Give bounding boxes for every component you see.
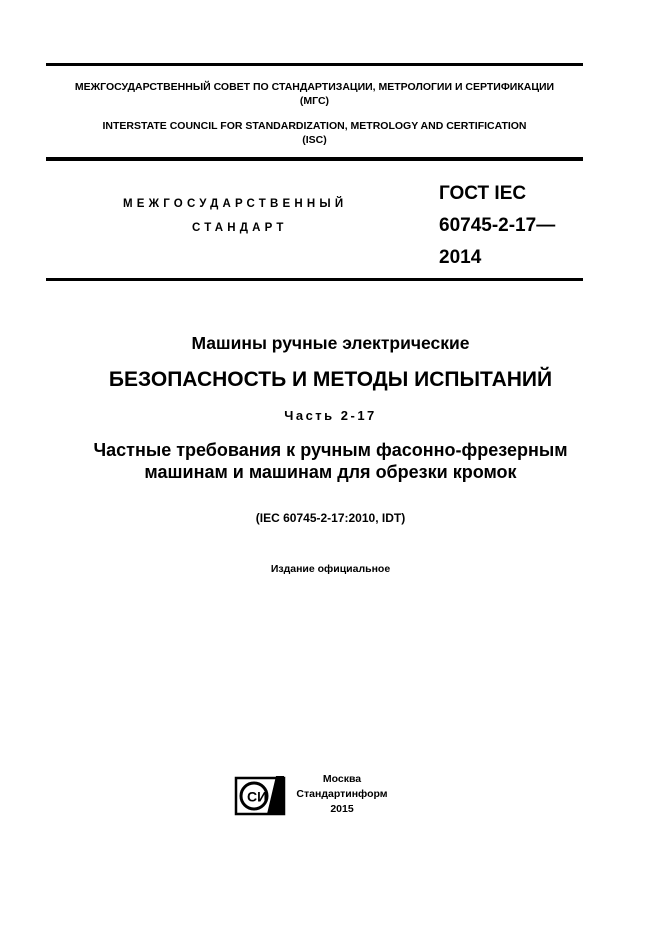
top-rule — [46, 63, 583, 66]
imprint-publisher: Стандартинформ — [296, 788, 388, 800]
standard-type-line2: СТАНДАРТ — [192, 222, 288, 234]
title-edition: Издание официальное — [270, 563, 391, 575]
title-sub-line2: машинам и машинам для обрезки кромок — [144, 462, 517, 482]
standartinform-logo — [234, 775, 286, 817]
title-part: Часть 2-17 — [284, 408, 377, 423]
imprint-city: Москва — [322, 773, 362, 785]
council-ru-line1: МЕЖГОСУДАРСТВЕННЫЙ СОВЕТ ПО СТАНДАРТИЗАЦИИ, МЕТРОЛОГИИ И СЕРТИФИКАЦИИ — [74, 81, 555, 93]
title-sub-line1: Частные требования к ручным фасонно-фрезерным — [93, 440, 568, 460]
gost-number-line3: 2014 — [439, 247, 482, 268]
council-en-line1: INTERSTATE COUNCIL FOR STANDARDIZATION, METROLOGY AND CERTIFICATION — [102, 120, 527, 132]
title-main: Машины ручные электрические — [191, 333, 470, 353]
title-caps: БЕЗОПАСНОСТЬ И МЕТОДЫ ИСПЫТАНИЙ — [108, 368, 553, 391]
logo-text: СИ — [247, 788, 268, 805]
gost-number-line2: 60745-2-17— — [439, 215, 556, 236]
standard-type-line1: МЕЖГОСУДАРСТВЕННЫЙ — [123, 198, 348, 210]
council-ru — [46, 80, 583, 108]
council-ru-line2: (МГС) — [299, 95, 330, 107]
imprint-year: 2015 — [330, 803, 354, 815]
title-reference: (IEC 60745-2-17:2010, IDT) — [255, 511, 406, 525]
council-en-line2: (ISC) — [302, 134, 327, 146]
bottom-rule — [46, 278, 583, 281]
gost-number — [439, 178, 555, 274]
middle-rule — [46, 157, 583, 161]
gost-number-line1: ГОСТ IEC — [439, 183, 527, 204]
council-en — [46, 119, 583, 147]
